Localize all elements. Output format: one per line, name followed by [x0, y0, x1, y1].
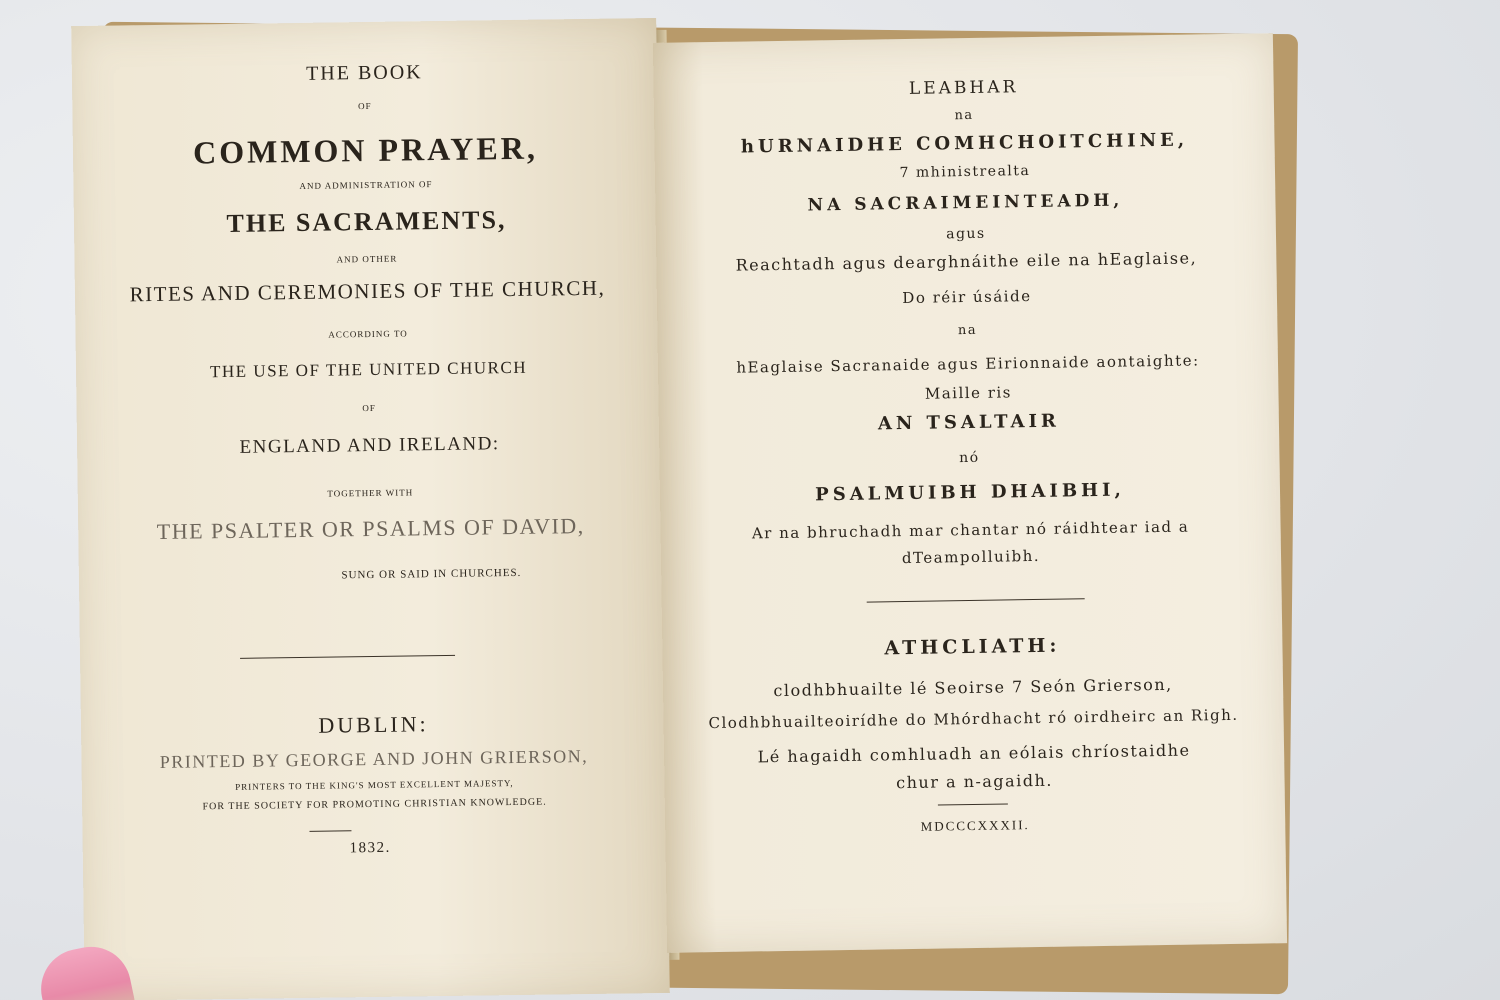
gaelic-line-13: nó	[959, 449, 980, 467]
imprint-year: 1832.	[349, 839, 391, 857]
title-line-1: THE BOOK	[305, 61, 423, 85]
title-psalter: THE PSALTER OR PSALMS OF DAVID,	[156, 513, 585, 544]
title-line-4: AND ADMINISTRATION OF	[299, 179, 433, 191]
title-line-6: AND OTHER	[336, 253, 398, 265]
imprint-printer-sub2: FOR THE SOCIETY FOR PROMOTING CHRISTIAN KNOWLEDGE.	[202, 796, 547, 813]
right-title-page	[653, 33, 1287, 953]
gaelic-printer-3: Lé hagaidh comhluadh an eólais chríostaidhe	[757, 740, 1191, 767]
gaelic-sacraments: NA SACRAIMEINTEADH,	[807, 190, 1124, 216]
title-england-ireland: ENGLAND AND IRELAND:	[239, 433, 500, 458]
title-main: COMMON PRAYER,	[192, 129, 539, 171]
right-year-rule	[938, 803, 1008, 805]
gaelic-line-16: dTeampolluibh.	[901, 546, 1041, 568]
gaelic-printer-2: Clodhbhuailteoirídhe do Mhórdhacht ró oirdheirc an Righ.	[708, 705, 1239, 733]
gaelic-year: MDCCCXXXII.	[920, 817, 1030, 834]
gaelic-line-7: Reachtadh agus dearghnáithe eile na hEaglaise,	[735, 248, 1198, 275]
imprint-printer: PRINTED BY GEORGE AND JOHN GRIERSON,	[159, 745, 589, 772]
title-line-2: OF	[358, 100, 372, 112]
title-line-10: OF	[362, 402, 376, 414]
title-line-14: SUNG OR SAID IN CHURCHES.	[341, 566, 522, 582]
imprint-printer-sub1: PRINTERS TO THE KING'S MOST EXCELLENT MAJESTY,	[235, 778, 514, 792]
gaelic-line-4: 7 mhinistrealta	[899, 163, 1031, 182]
gaelic-line-1: LEABHAR	[908, 77, 1019, 99]
gaelic-line-15: Ar na bhruchadh mar chantar nó ráidhtear iad a	[751, 517, 1190, 543]
gaelic-title: hURNAIDHE COMHCHOITCHINE,	[740, 129, 1189, 158]
right-divider	[867, 598, 1085, 602]
title-line-8: ACCORDING TO	[328, 328, 408, 340]
title-use: THE USE OF THE UNITED CHURCH	[209, 357, 528, 382]
gaelic-line-6: agus	[946, 225, 986, 243]
title-line-12: TOGETHER WITH	[327, 487, 414, 499]
gaelic-printer-1: clodhbhuailte lé Seoirse 7 Seón Grierson,	[773, 674, 1173, 701]
imprint-place: DUBLIN:	[318, 711, 429, 738]
left-divider	[240, 655, 455, 659]
gaelic-place: ATHCLIATH:	[884, 634, 1061, 660]
year-rule	[309, 830, 351, 832]
gaelic-line-10: hEaglaise Sacranaide agus Eirionnaide aontaighte:	[736, 351, 1200, 377]
gaelic-saltair: AN TSALTAIR	[877, 410, 1061, 435]
gaelic-printer-4: chur a n-agaidh.	[896, 770, 1054, 793]
title-rites: RITES AND CEREMONIES OF THE CHURCH,	[129, 275, 606, 307]
gaelic-line-9: na	[957, 322, 978, 339]
gaelic-line-2: na	[954, 107, 974, 124]
gaelic-line-11: Maille ris	[924, 383, 1013, 403]
left-title-page	[71, 18, 670, 1000]
gaelic-line-8: Do réir úsáide	[902, 287, 1032, 308]
title-sacraments: THE SACRAMENTS,	[226, 205, 507, 238]
gaelic-psalms: PSALMUIBH DHAIBHI,	[815, 479, 1125, 506]
